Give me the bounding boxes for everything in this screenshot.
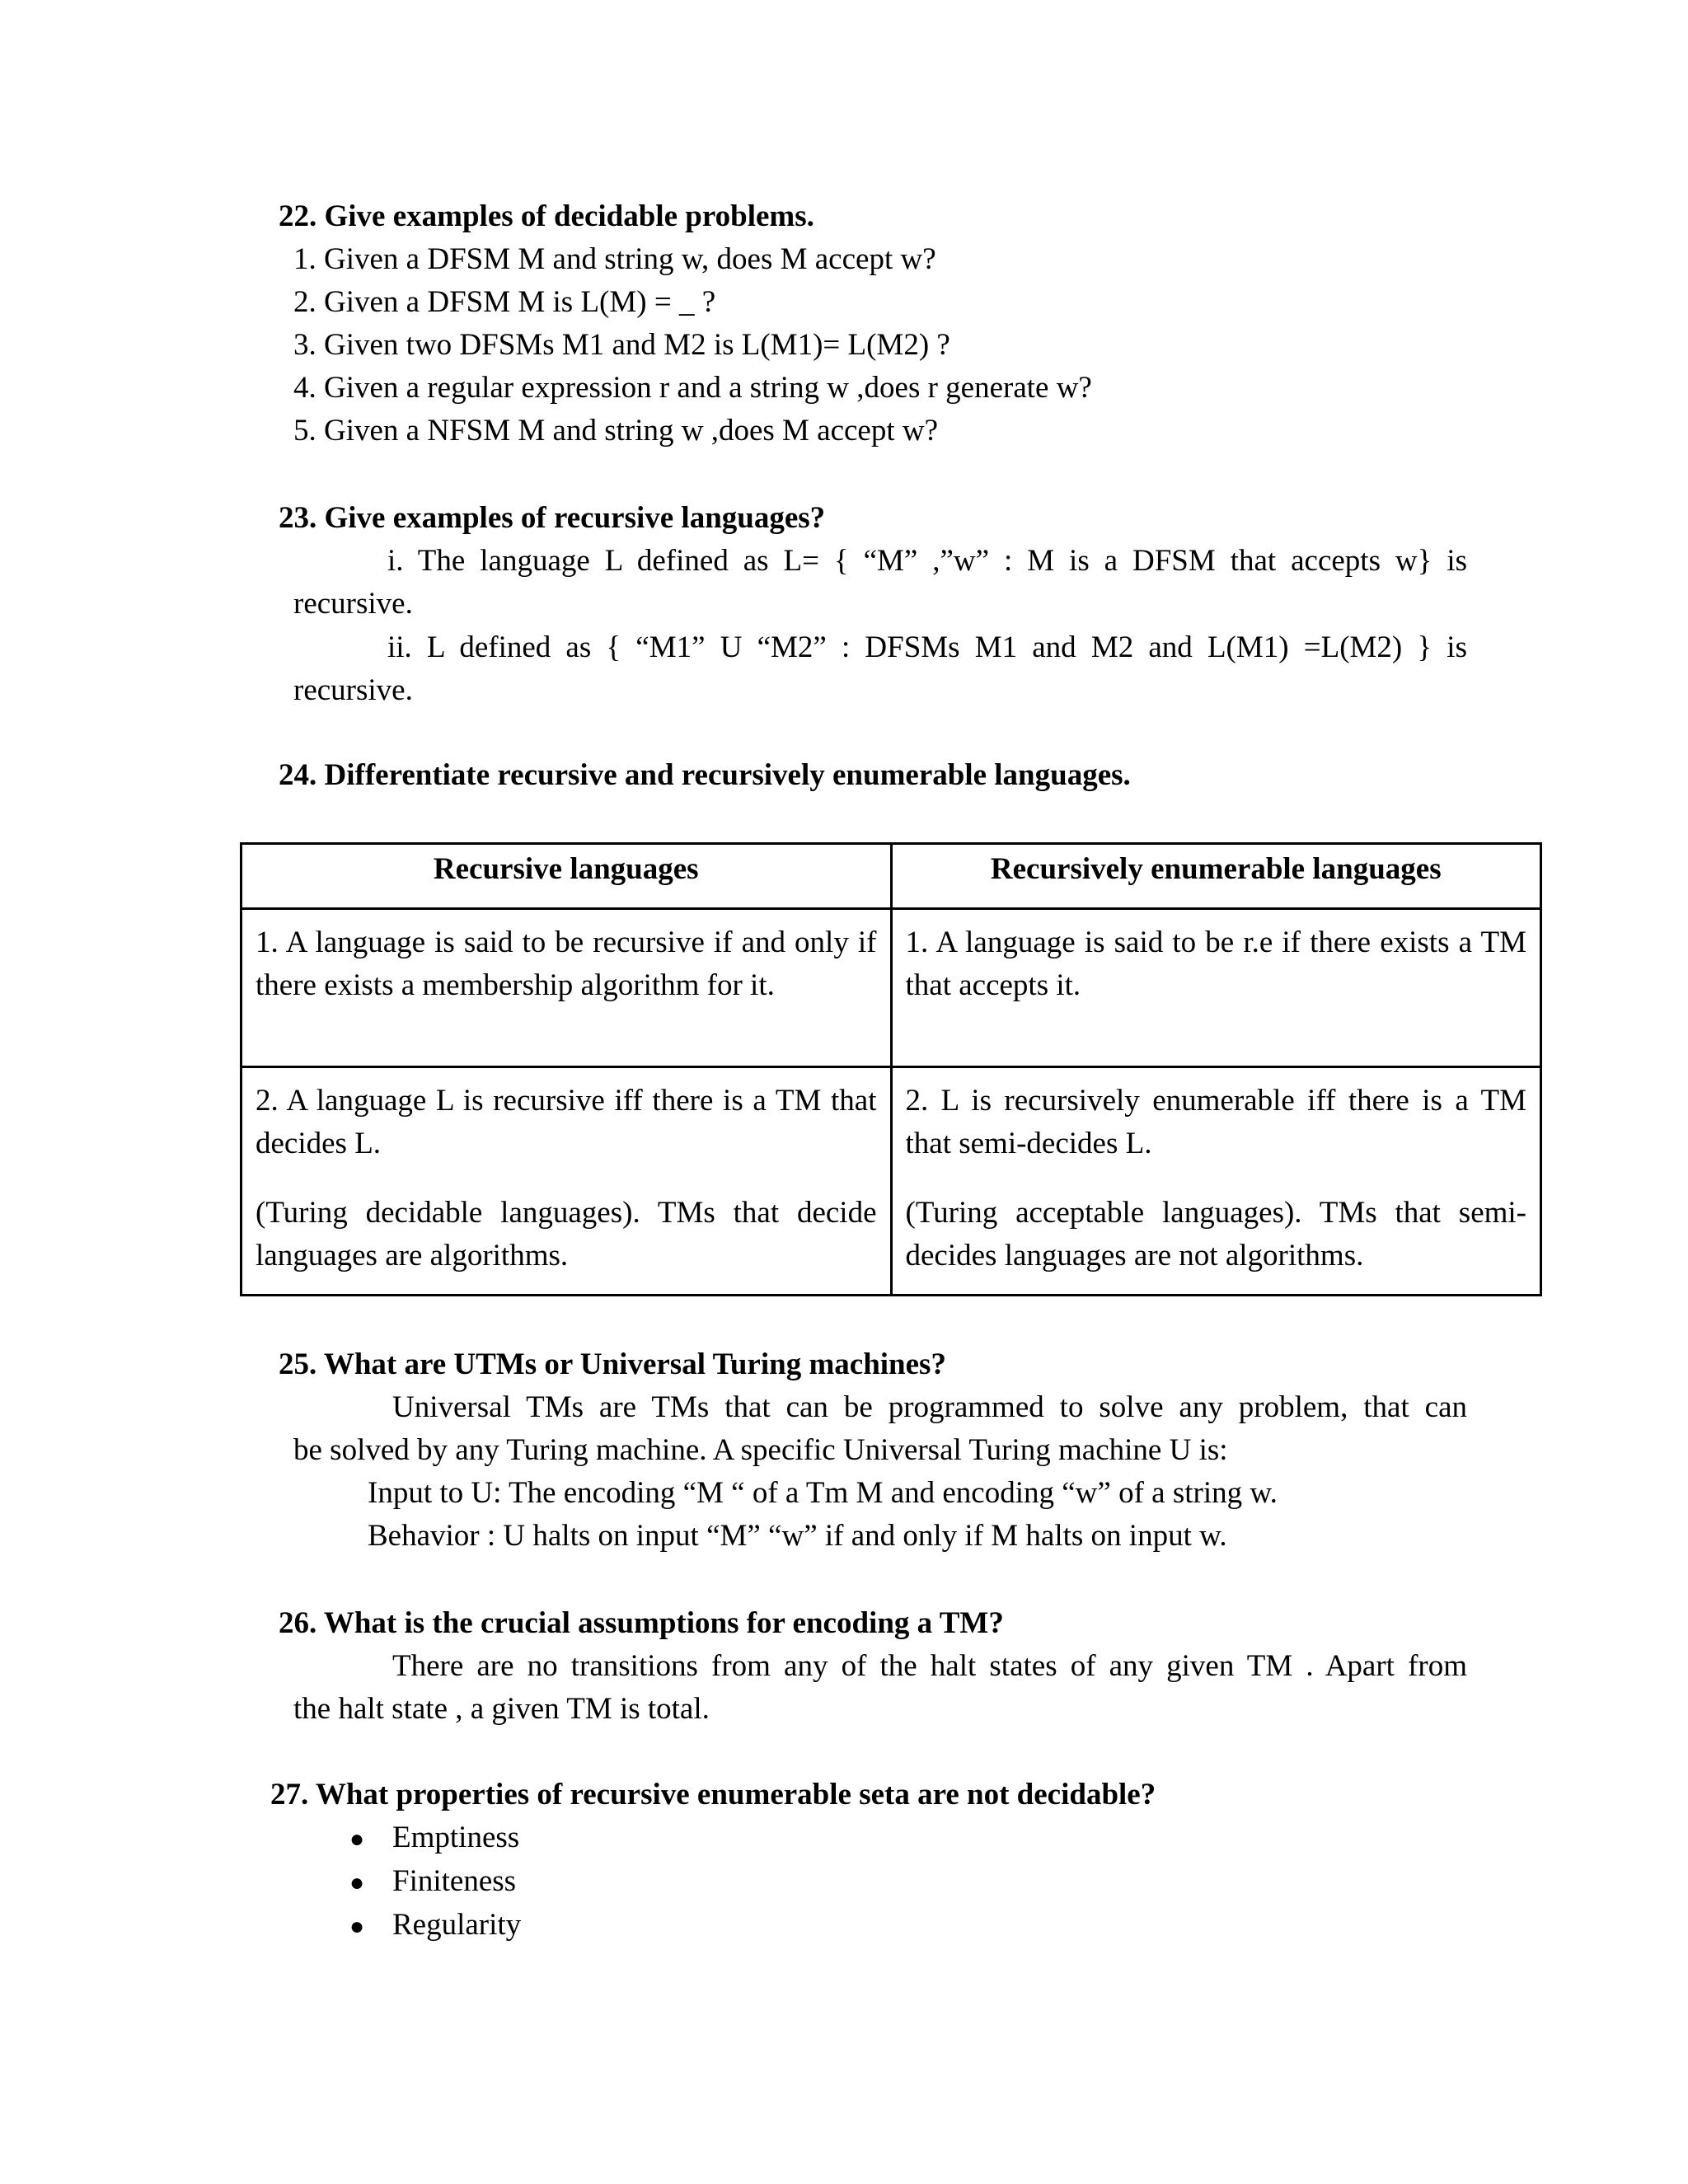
- question-25-title: 25. What are UTMs or Universal Turing machines?: [279, 1347, 946, 1381]
- q23-item-1-line-2: recursive.: [293, 587, 413, 621]
- table-row: [241, 1067, 1541, 1296]
- table-cell: [241, 1067, 892, 1296]
- q25-line-4: Behavior : U halts on input “M” “w” if and only if M halts on input w.: [368, 1519, 1227, 1553]
- table-header-re: Recursively enumerable languages: [891, 844, 1541, 909]
- table-header-row: [241, 844, 1541, 909]
- table-cell: [241, 909, 892, 1067]
- question-26-title: 26. What is the crucial assumptions for encoding a TM?: [279, 1606, 1004, 1640]
- question-23-title: 23. Give examples of recursive languages?: [279, 501, 826, 535]
- q23-item-2-line-1: ii. L defined as { “M1” U “M2” : DFSMs M1 and M2 and L(M1) =L(M2) } is: [387, 630, 1467, 664]
- q26-line-2: the halt state , a given TM is total.: [293, 1692, 710, 1726]
- cell-text: (Turing decidable languages). TMs that decide languages are algorithms.: [256, 1196, 877, 1272]
- q27-bullet-1: Emptiness: [392, 1821, 520, 1854]
- bullet-icon: ●: [349, 1869, 365, 1896]
- q22-item-3: 3. Given two DFSMs M1 and M2 is L(M1)= L(M2) ?: [293, 328, 950, 362]
- cell-text: 1. A language is said to be recursive if and only if there exists a membership algorithm for it.: [256, 926, 877, 1002]
- q26-line-1: There are no transitions from any of the halt states of any given TM . Apart from: [392, 1649, 1467, 1683]
- q22-item-5: 5. Given a NFSM M and string w ,does M accept w?: [293, 414, 939, 448]
- table-cell: [891, 909, 1541, 1067]
- q22-item-1: 1. Given a DFSM M and string w, does M accept w?: [293, 242, 936, 276]
- q23-item-1-line-1: i. The language L defined as L= { “M” ,”w” : M is a DFSM that accepts w} is: [387, 544, 1467, 578]
- comparison-table: [240, 842, 1542, 1296]
- q25-line-3: Input to U: The encoding “M “ of a Tm M and encoding “w” of a string w.: [368, 1476, 1278, 1510]
- question-27-title: 27. What properties of recursive enumerable seta are not decidable?: [270, 1778, 1156, 1811]
- question-22-title: 22. Give examples of decidable problems.: [279, 199, 814, 233]
- table-cell: [891, 1067, 1541, 1296]
- bullet-icon: ●: [349, 1913, 365, 1940]
- table-header-recursive: Recursive languages: [241, 844, 892, 909]
- cell-text: 2. A language L is recursive iff there is a TM that decides L.: [256, 1084, 877, 1160]
- q27-bullet-2: Finiteness: [392, 1864, 517, 1898]
- cell-text: 2. L is recursively enumerable iff there is a TM that semi-decides L.: [905, 1084, 1526, 1160]
- q25-line-2: be solved by any Turing machine. A specific Universal Turing machine U is:: [293, 1433, 1228, 1467]
- cell-text: (Turing acceptable languages). TMs that semi-decides languages are not algorithms.: [905, 1196, 1526, 1272]
- q22-item-2: 2. Given a DFSM M is L(M) = _ ?: [293, 285, 716, 319]
- q23-item-2-line-2: recursive.: [293, 673, 413, 707]
- q22-item-4: 4. Given a regular expression r and a string w ,does r generate w?: [293, 371, 1092, 405]
- q25-line-1: Universal TMs are TMs that can be programmed to solve any problem, that can: [392, 1390, 1467, 1424]
- table-row: [241, 909, 1541, 1067]
- cell-text: 1. A language is said to be r.e if there exists a TM that accepts it.: [905, 926, 1526, 1002]
- bullet-icon: ●: [349, 1825, 365, 1853]
- q27-bullet-3: Regularity: [392, 1908, 522, 1942]
- question-24-title: 24. Differentiate recursive and recursively enumerable languages.: [279, 758, 1131, 792]
